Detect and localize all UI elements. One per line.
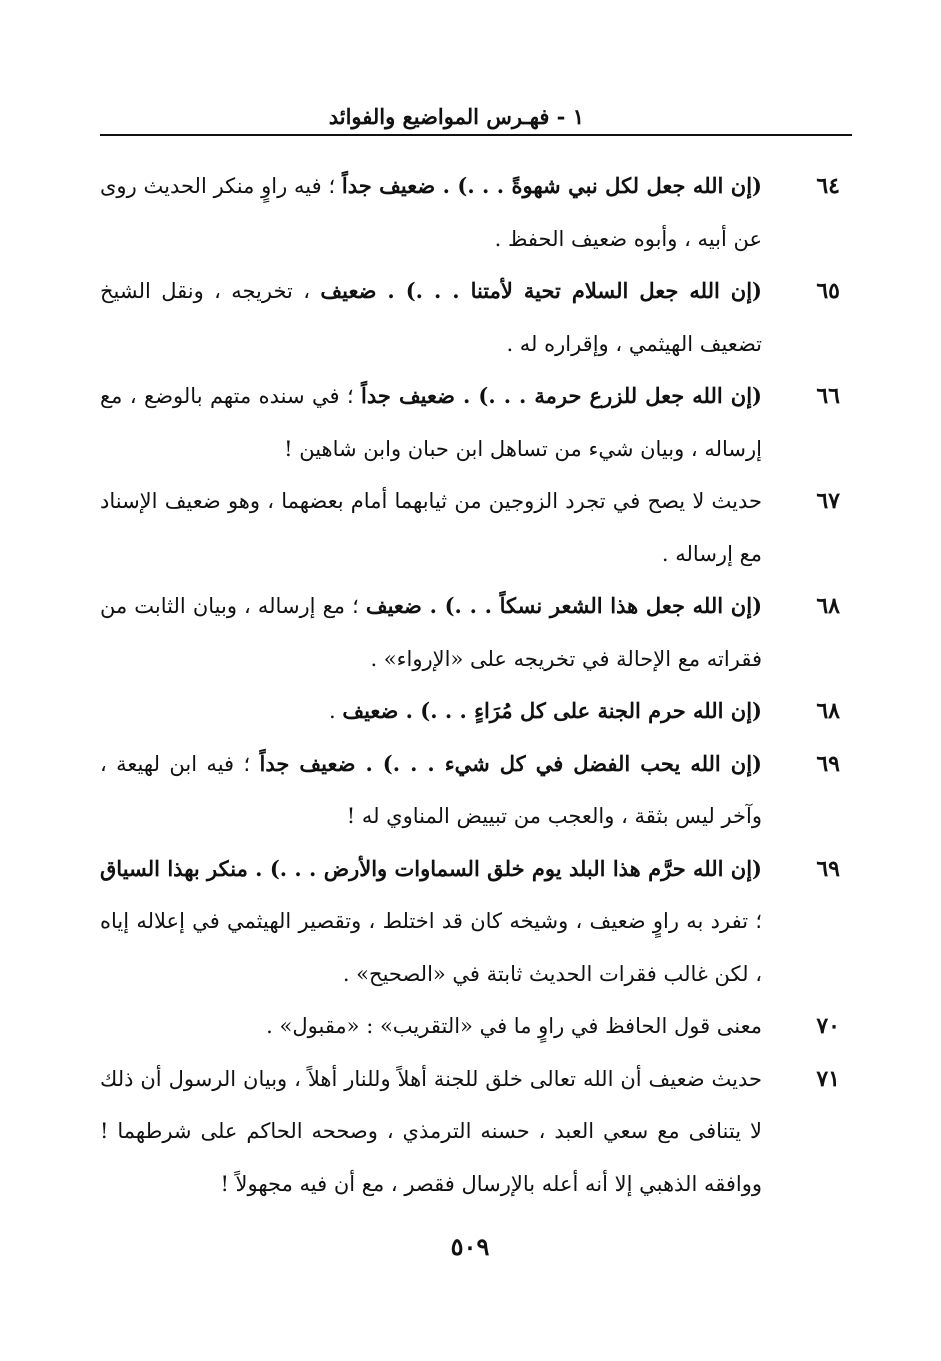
entry-text	[100, 1000, 762, 1053]
entry-heading: (إن الله جعل للزرع حرمة . . .) . ضعيف جداً	[361, 383, 762, 408]
entry-note: .	[328, 699, 343, 723]
entry-number: ٦٥	[816, 278, 840, 304]
index-entry	[100, 160, 862, 265]
entry-heading: (إن الله حرَّم هذا البلد يوم خلق السماوات والأرض . . .) . منكر بهذا السياق	[100, 855, 762, 881]
page-number: ٥٠٩	[450, 1232, 490, 1261]
entry-heading: (إن الله جعل لكل نبي شهوةً . . .) . ضعيف جداً	[341, 173, 762, 198]
index-entry	[100, 265, 862, 370]
entry-note: ؛ مع إرساله ، وبيان الثابت من فقراته مع الإحالة في تخريجه على «الإرواء» .	[100, 594, 762, 671]
index-entry	[100, 1053, 862, 1211]
entry-note: ؛ في سنده متهم بالوضع ، مع إرساله ، وبيان شيء من تساهل ابن حبان وابن شاهين !	[100, 384, 762, 461]
entry-number: ٦٨	[816, 593, 840, 619]
entry-heading: (إن الله جعل هذا الشعر نسكاً . . .) . ضعيف	[365, 593, 763, 618]
running-title: ١ - فهـرس المواضيع والفوائد	[328, 104, 584, 129]
entry-text	[100, 685, 762, 738]
index-entry	[100, 1000, 862, 1053]
entry-number: ٦٧	[816, 488, 840, 514]
entry-number: ٦٩	[816, 855, 840, 882]
entry-note: ، تخريجه ، ونقل الشيخ تضعيف الهيثمي ، وإقراره له .	[100, 279, 762, 356]
entry-note: ؛ فيه راوٍ منكر الحديث روى عن أبيه ، وأبوه ضعيف الحفظ .	[100, 174, 762, 251]
index-entry	[100, 685, 862, 738]
index-entry	[100, 738, 862, 843]
page-header	[100, 96, 852, 136]
entry-note: معنى قول الحافظ في راوٍ ما في «التقريب» : «مقبول» .	[266, 1014, 762, 1038]
entry-number: ٦٩	[816, 750, 840, 777]
index-entry	[100, 475, 862, 580]
header-rule	[100, 134, 852, 136]
entry-text	[100, 160, 762, 265]
entry-note: حديث لا يصح في تجرد الزوجين من ثيابهما أمام بعضهما ، وهو ضعيف الإسناد مع إرساله .	[100, 489, 762, 566]
index-entry	[100, 843, 862, 1001]
index-entry	[100, 580, 862, 685]
entry-text	[100, 265, 762, 370]
entry-number: ٦٨	[816, 698, 840, 724]
entry-heading: (إن الله جعل السلام تحية لأمتنا . . .) . ضعيف	[320, 278, 762, 303]
entry-text	[100, 475, 762, 580]
entry-number: ٧٠	[816, 1013, 840, 1039]
entry-number: ٧١	[816, 1065, 840, 1092]
entry-text	[100, 1053, 762, 1211]
entry-note: حديث ضعيف أن الله تعالى خلق للجنة أهلاً وللنار أهلاً ، وبيان الرسول أن ذلك لا يتنافى مع سعي العبد ، حسنه الترمذي ، وصححه الحاكم على شرطهما ! ووافقه الذهبي إلا أنه أعله بالإرسال فقصر ، مع أن فيه مجهولاً !	[100, 1066, 762, 1196]
index-entry	[100, 370, 862, 475]
entry-text	[100, 843, 762, 1001]
entry-number: ٦٦	[816, 383, 840, 409]
entry-note: ؛ تفرد به راوٍ ضعيف ، وشيخه كان قد اختلط ، وتقصير الهيثمي في إعلاله إياه ، لكن غالب فقرات الحديث ثابتة في «الصحيح» .	[100, 909, 762, 986]
entry-heading: (إن الله حرم الجنة على كل مُرَاءٍ . . .) . ضعيف	[342, 698, 762, 723]
entry-note: ؛ فيه ابن لهيعة ، وآخر ليس بثقة ، والعجب من تبييض المناوي له !	[100, 751, 762, 828]
entry-heading: (إن الله يحب الفضل في كل شيء . . .) . ضعيف جداً	[259, 750, 762, 776]
entry-number: ٦٤	[816, 173, 840, 199]
entry-text	[100, 738, 762, 843]
entry-text	[100, 370, 762, 475]
entry-text	[100, 580, 762, 685]
index-entries	[100, 160, 862, 1210]
